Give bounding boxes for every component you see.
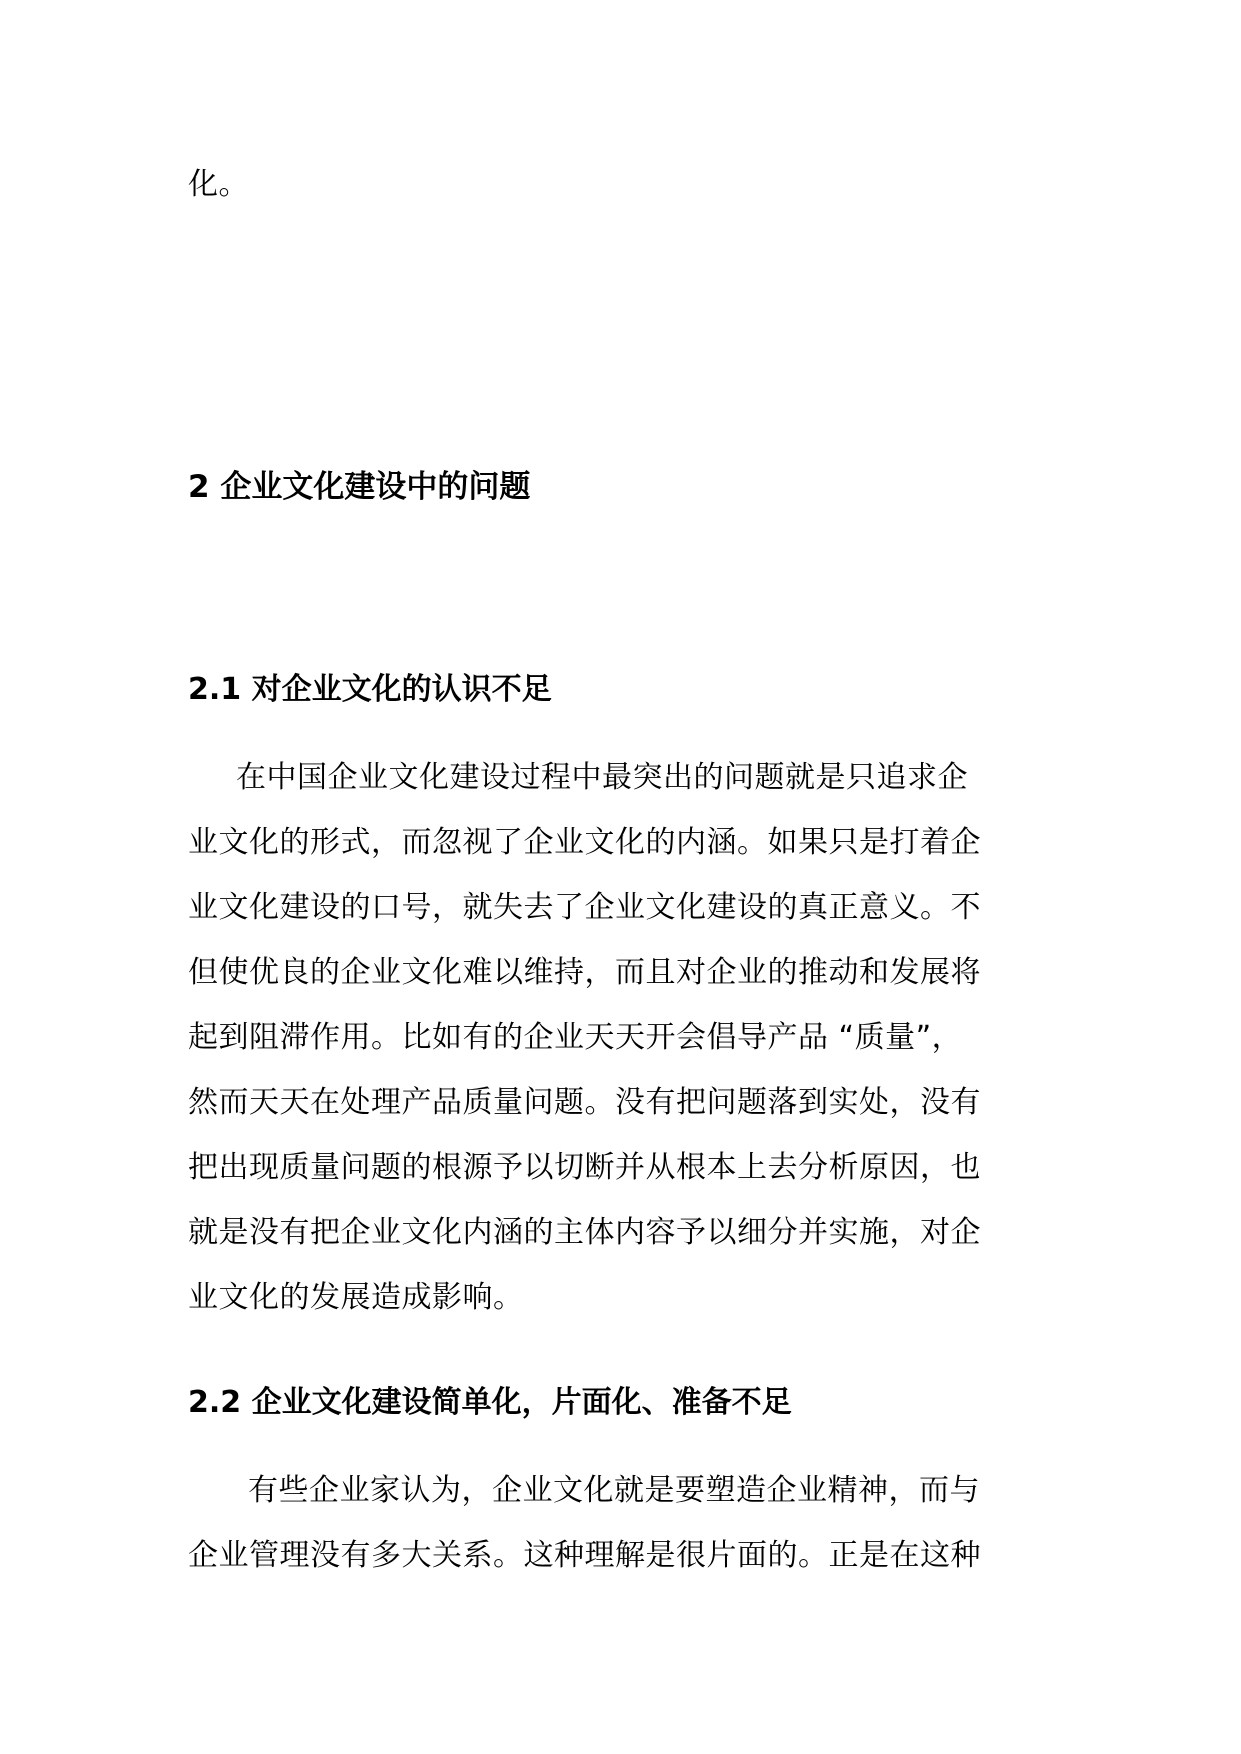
paragraph-line: 就是没有把企业文化内涵的主体内容予以细分并实施，对企 (188, 1215, 981, 1250)
paragraph-line: 然而天天在处理产品质量问题。没有把问题落到实处，没有 (188, 1085, 981, 1120)
paragraph-line: 在中国企业文化建设过程中最突出的问题就是只追求企 (236, 760, 968, 795)
paragraph-line: 把出现质量问题的根源予以切断并从根本上去分析原因，也 (188, 1150, 981, 1185)
paragraph-line: 起到阻滞作用。比如有的企业天天开会倡导产品 “质量”， (188, 1020, 963, 1055)
section-2-2-paragraph (188, 1458, 1068, 1588)
section-2-1-paragraph (188, 745, 1068, 1330)
paragraph-line: 但使优良的企业文化难以维持，而且对企业的推动和发展将 (188, 955, 981, 990)
paragraph-line: 企业管理没有多大关系。这种理解是很片面的。正是在这种 (188, 1538, 981, 1573)
paragraph-line: 有些企业家认为，企业文化就是要塑造企业精神，而与 (248, 1473, 980, 1508)
continuation-text: 化。 (188, 167, 249, 202)
chapter-heading: 2 企业文化建设中的问题 (188, 469, 531, 505)
section-heading-2-1: 2.1 对企业文化的认识不足 (188, 672, 552, 707)
paragraph-line: 业文化的发展造成影响。 (188, 1280, 524, 1315)
paragraph-line: 业文化的形式，而忽视了企业文化的内涵。如果只是打着企 (188, 825, 981, 860)
paragraph-line: 业文化建设的口号，就失去了企业文化建设的真正意义。不 (188, 890, 981, 925)
section-heading-2-2: 2.2 企业文化建设简单化，片面化、准备不足 (188, 1385, 792, 1420)
